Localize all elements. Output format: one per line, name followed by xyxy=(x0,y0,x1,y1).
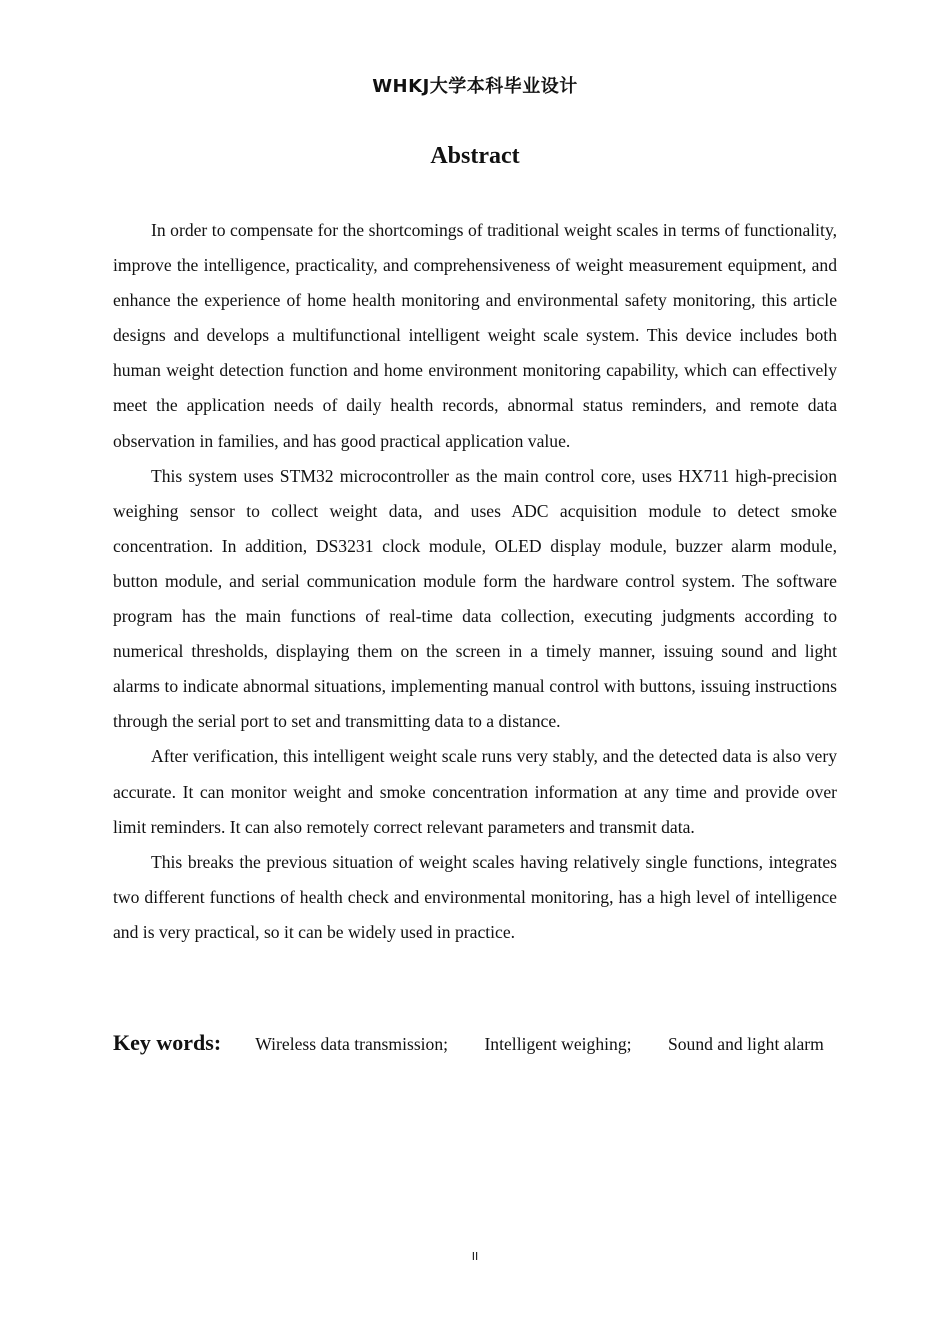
abstract-paragraph-3: After verification, this intelligent weight scale runs very stably, and the detected data is also very accurate. It can monitor weight and smoke concentration information at any time and provide over limit reminders. It can also remotely correct relevant parameters and transmit data. xyxy=(113,746,837,837)
keyword-item: Sound and light alarm xyxy=(667,1034,824,1054)
abstract-paragraph-2: This system uses STM32 microcontroller as the main control core, uses HX711 high-precision weighing sensor to collect weight data, and uses ADC acquisition module to detect smoke concentration. In addition, DS3231 clock module, OLED display module, buzzer alarm module, button module, and serial communication module form the hardware control system. The software program has the main functions of real-time data collection, executing judgments according to numerical thresholds, displaying them on the screen in a timely manner, issuing sound and light alarms to indicate abnormal situations, implementing manual control with buttons, issuing instructions through the serial port to set and transmitting data to a distance. xyxy=(113,465,837,732)
keywords-section xyxy=(113,1019,837,1068)
keyword-item: Wireless data transmission; xyxy=(255,1034,449,1054)
abstract-paragraph-1: In order to compensate for the shortcomings of traditional weight scales in terms of functionality, improve the intelligence, practicality, and comprehensiveness of weight measurement equipment, and enhance the experience of home health monitoring and environmental safety monitoring, this article designs and develops a multifunctional intelligent weight scale system. This device includes both human weight detection function and home environment monitoring capability, which can effectively meet the application needs of daily health records, abnormal status reminders, and remote data observation in families, and has good practical application value. xyxy=(113,220,837,451)
abstract-paragraph-4: This breaks the previous situation of weight scales having relatively single functions, integrates two different functions of health check and environmental monitoring, has a high level of intelligence and is very practical, so it can be widely used in practice. xyxy=(113,851,837,942)
page-number: II xyxy=(471,1250,479,1263)
abstract-title: Abstract xyxy=(430,143,520,169)
keywords-label: Key words: xyxy=(113,1030,222,1055)
keyword-item: Intelligent weighing; xyxy=(484,1034,632,1054)
abstract-body xyxy=(113,213,837,950)
running-header: WHKJ大学本科毕业设计 xyxy=(372,76,578,97)
